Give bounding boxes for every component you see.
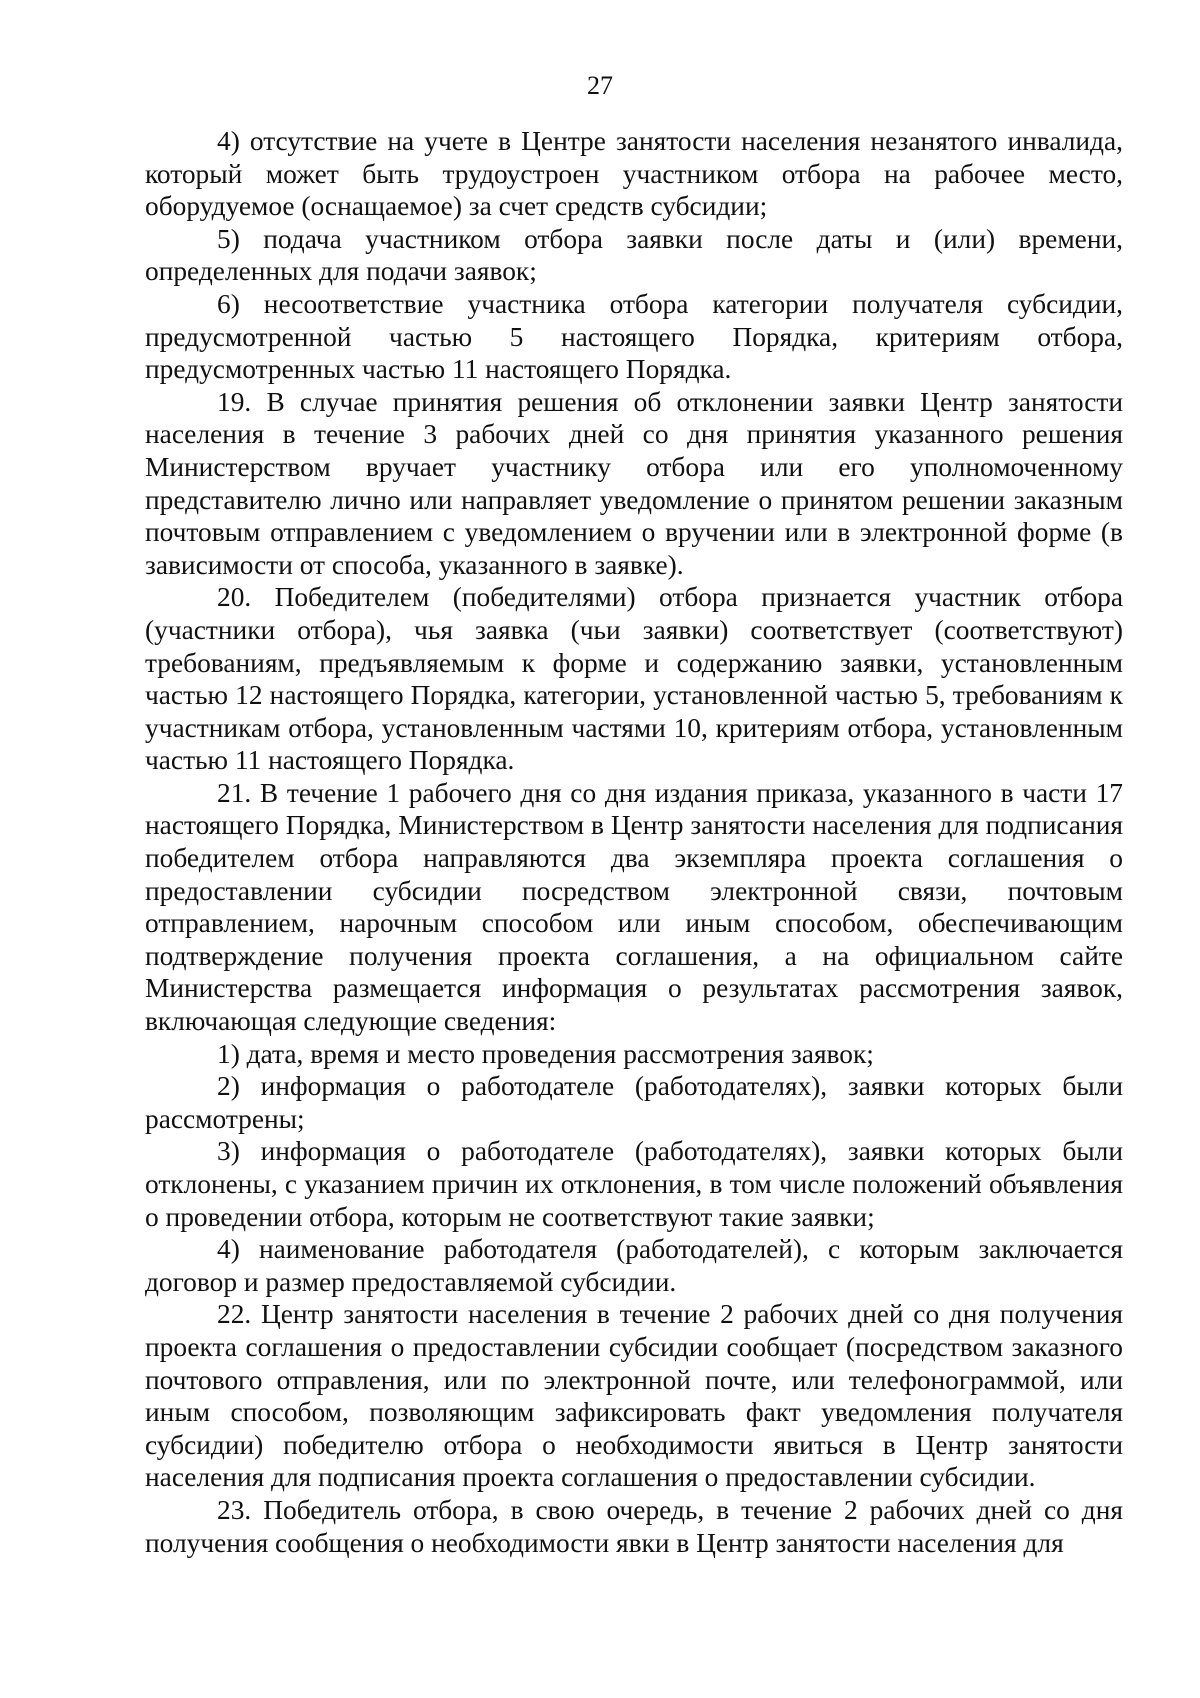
paragraph-item-3: 3) информация о работодателе (работодателях), заявки которых были отклонены, с указанием причин их отклонения, в том числе положений объявления о проведении отбора, которым не соответствуют такие заявки;: [145, 1136, 1123, 1232]
paragraph-clause-19: 19. В случае принятия решения об отклонении заявки Центр занятости населения в течение 3 рабочих дней со дня принятия указанного решения Министерством вручает участнику отбора или его уполномоченному представителю лично или направляет уведомление о принятом решении заказным почтовым отправлением с уведомлением о вручении или в электронной форме (в зависимости от способа, указанного в заявке).: [145, 386, 1123, 580]
paragraph-clause-21: 21. В течение 1 рабочего дня со дня издания приказа, указанного в части 17 настоящего Порядка, Министерством в Центр занятости населения для подписания победителем отбора направляются два экземпляра проекта соглашения о предоставлении субсидии посредством электронной связи, почтовым отправлением, нарочным способом или иным способом, обеспечивающим подтверждение получения проекта соглашения, а на официальном сайте Министерства размещается информация о результатах рассмотрения заявок, включающая следующие сведения:: [145, 777, 1123, 1037]
paragraph-item-4-second: 4) наименование работодателя (работодателей), с которым заключается договор и размер предоставляемой субсидии.: [145, 1234, 1123, 1297]
paragraph-item-4: 4) отсутствие на учете в Центре занятости населения незанятого инвалида, который может быть трудоустроен участником отбора на рабочее место, оборудуемое (оснащаемое) за счет средств субсидии;: [145, 126, 1123, 222]
paragraph-clause-20: 20. Победителем (победителями) отбора признается участник отбора (участники отбора), чья заявка (чьи заявки) соответствует (соответствуют) требованиям, предъявляемым к форме и содержанию заявки, установленным частью 12 настоящего Порядка, категории, установленной частью 5, требованиям к участникам отбора, установленным частями 10, критериям отбора, установленным частью 11 настоящего Порядка.: [145, 582, 1123, 776]
paragraph-item-5: 5) подача участником отбора заявки после даты и (или) времени, определенных для подачи заявок;: [145, 223, 1123, 287]
page-number: 27: [587, 71, 613, 100]
paragraph-clause-22: 22. Центр занятости населения в течение 2 рабочих дней со дня получения проекта соглашения о предоставлении субсидии сообщает (посредством заказного почтового отправления, или по электронной почте, или телефонограммой, или иным способом, позволяющим зафиксировать факт уведомления получателя субсидии) победителю отбора о необходимости явиться в Центр занятости населения для подписания проекта соглашения о предоставлении субсидии.: [145, 1299, 1123, 1493]
paragraph-item-2: 2) информация о работодателе (работодателях), заявки которых были рассмотрены;: [145, 1071, 1123, 1134]
paragraph-item-1: 1) дата, время и место проведения рассмотрения заявок;: [217, 1038, 874, 1069]
paragraph-item-6: 6) несоответствие участника отбора категории получателя субсидии, предусмотренной частью 5 настоящего Порядка, критериям отбора, предусмотренных частью 11 настоящего Порядка.: [145, 288, 1123, 385]
document-body: [145, 125, 1123, 1559]
paragraph-clause-23: 23. Победитель отбора, в свою очередь, в течение 2 рабочих дней со дня получения сообщения о необходимости явки в Центр занятости населения для: [145, 1494, 1123, 1558]
